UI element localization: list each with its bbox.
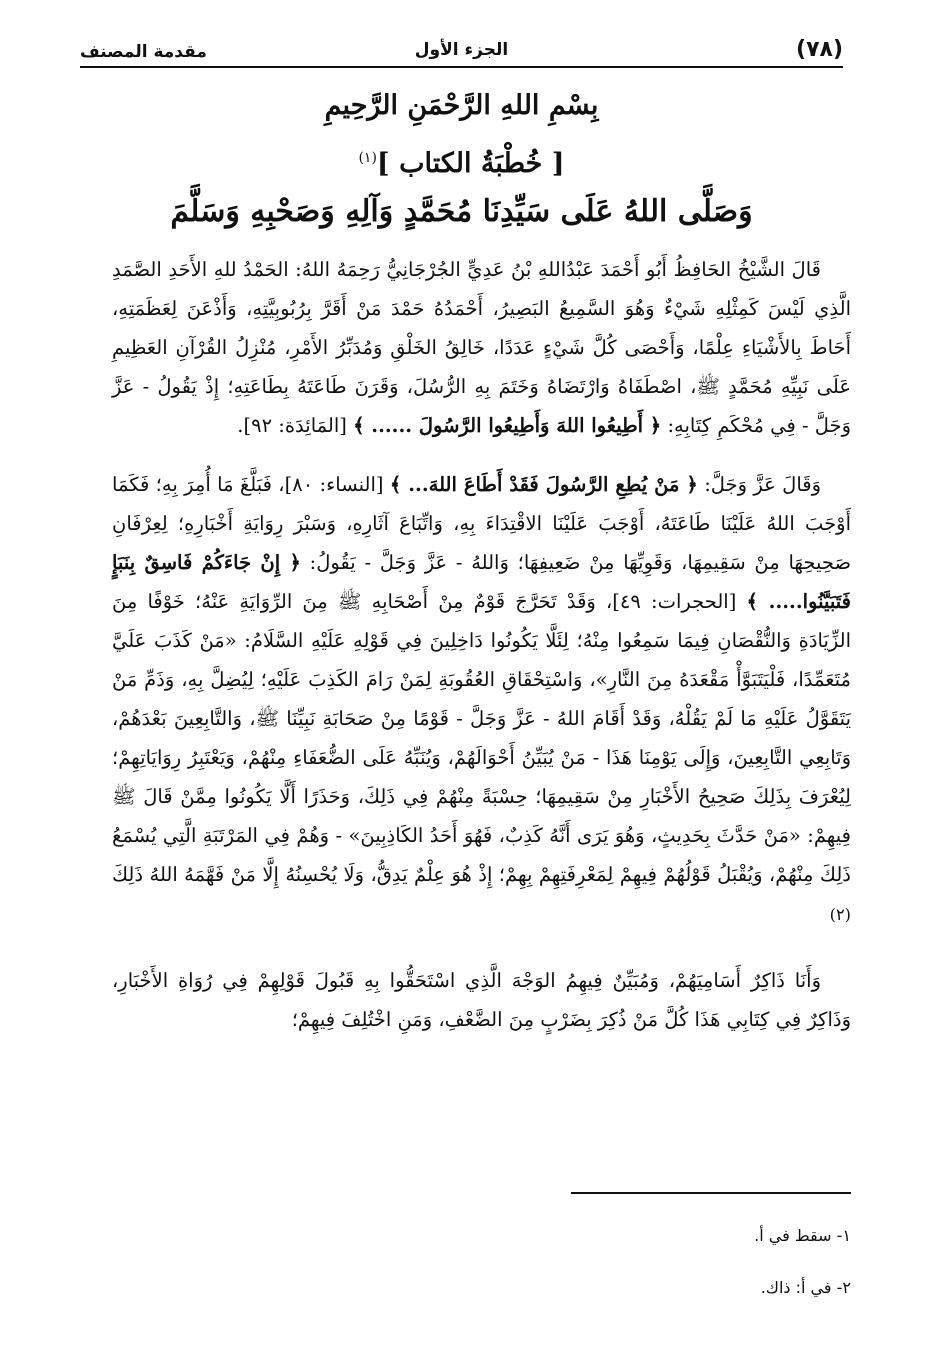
footnotes bbox=[112, 1210, 851, 1314]
paragraph bbox=[112, 465, 851, 941]
paragraph-text: [المَائِدَة: ٩٢]. bbox=[237, 414, 354, 437]
paragraph-text: وَقَالَ عَزَّ وَجَلَّ: bbox=[697, 473, 822, 496]
header-rule bbox=[80, 66, 843, 68]
paragraph-text: وَأَنَا ذَاكِرٌ أَسَامِيَهُمْ، وَمُبَيِّنٌ فِيهِمُ الوَجْهَ الَّذِي اسْتَحَقُّوا بِهِ قَبُولَ قَوْلِهِمْ فِي رُوَاةِ الأَخْبَارِ، وَذَاكِرٌ فِي كِتَابِي هَذَا كُلَّ مَنْ ذُكِرَ بِضَرْبٍ مِنَ الضَّعْفِ، وَمَنِ اخْتُلِفَ فِيهِمْ؛ bbox=[112, 968, 851, 1031]
volume-title: الجزء الأول bbox=[414, 40, 509, 60]
paragraph-text: قَالَ الشَّيْخُ الحَافِظُ أَبُو أَحْمَدَ عَبْدُاللهِ بْنُ عَدِيٍّ الجُرْجَانِيُّ رَحِمَهُ اللهُ: الحَمْدُ للهِ الأَحَدِ الصَّمَدِ الَّذِي لَيْسَ كَمِثْلِهِ شَيْءٌ وَهُوَ السَّمِيعُ البَصِيرُ، أَحْمَدُهُ حَمْدَ مَنْ أَقَرَّ بِرُبُوبِيَّتِهِ، وَأَذْعَنَ لِعَظَمَتِهِ، أَحَاطَ بِالأَشْيَاءِ عِلْمًا، وَأَحْصَى كُلَّ شَيْءٍ عَدَدًا، خَالِقُ الخَلْقِ وَمُدَبِّرُ الأَمْرِ، مُنْزِلُ القُرْآنِ العَظِيمِ عَلَى نَبِيِّهِ مُحَمَّدٍ ﷺ، اصْطَفَاهُ وَارْتَضَاهُ وَخَتَمَ بِهِ الرُّسُلَ، وَقَرَنَ طَاعَتَهُ بِطَاعَتِهِ؛ إِذْ يَقُولُ - عَزَّ وَجَلَّ - فِي مُحْكَمِ كِتَابِهِ: bbox=[112, 258, 851, 437]
quran-quote: ﴿ إِنْ جَاءَكُمْ فَاسِقٌ بِنَبَإٍ فَتَبَيَّنُوا..... ﴾ bbox=[112, 551, 851, 613]
page-number: (٧٨) bbox=[796, 37, 843, 62]
basmala: بِسْمِ اللهِ الرَّحْمَنِ الرَّحِيمِ bbox=[324, 90, 599, 121]
section-title: مقدمة المصنف bbox=[80, 42, 207, 62]
chapter-title bbox=[80, 138, 843, 184]
quran-quote: ﴿ مَنْ يُطِعِ الرَّسُولَ فَقَدْ أَطَاعَ اللهَ... ﴾ bbox=[389, 473, 698, 496]
paragraph-text: [الحجرات: ٤٩]، وَقَدْ تَحَرَّجَ قَوْمٌ مِنْ أَصْحَابِهِ ﷺ مِنَ الرِّوَايَةِ عَنْهُ؛ خَوْفًا مِنَ الزِّيَادَةِ وَالنُّقْصَانِ فِيمَا سَمِعُوا مِنْهُ؛ لِئَلَّا يَكُونُوا دَاخِلِينَ فِي قَوْلِهِ عَلَيْهِ السَّلَامُ: «مَنْ كَذَبَ عَلَيَّ مُتَعَمِّدًا، فَلْيَتَبَوَّأْ مَقْعَدَهُ مِنَ النَّارِ»، وَاسْتِحْقَاقِ العُقُوبَةِ لِمَنْ رَامَ الكَذِبَ عَلَيْهِ؛ لِيُضِلَّ بِهِ، وَذَمِّ مَنْ يَتَقَوَّلُ عَلَيْهِ مَا لَمْ يَقُلْهُ، وَقَدْ أَقَامَ اللهُ - عَزَّ وَجَلَّ - قَوْمًا مِنْ صَحَابَةِ نَبِيِّنَا ﷺ، وَالتَّابِعِينَ بَعْدَهُمْ، وَتَابِعِي التَّابِعِينَ، وَإِلَى يَوْمِنَا هَذَا - مَنْ يُبَيِّنُ أَحْوَالَهُمْ، وَيُنَبِّهُ عَلَى الضُّعَفَاءِ مِنْهُمْ، وَيَعْتَبِرُ رِوَايَاتِهِمْ؛ لِيُعْرَفَ بِذَلِكَ صَحِيحُ الأَخْبَارِ مِنْ سَقِيمِهَا؛ حِسْبَةً مِنْهُمْ فِي ذَلِكَ، وَحَذَرًا أَلَّا يَكُونُوا مِمَّنْ قَالَ ﷺ فِيهِمْ: «مَنْ حَدَّثَ بِحَدِيثٍ، وَهُوَ يَرَى أَنَّهُ كَذِبٌ، فَهُوَ أَحَدُ الكَاذِبِينَ» - وَهُمْ فِي المَرْتَبَةِ الَّتِي يُسْمَعُ ذَلِكَ مِنْهُمْ، وَيُقْبَلُ قَوْلُهُمْ فِيهِمْ لِمَعْرِفَتِهِمْ بِهِمْ؛ إِذْ هُوَ عِلْمٌ يَدِقُّ، وَلَا يُحْسِنُهُ إِلَّا مَنْ فَهَّمَهُ اللهُ ذَلِكَ bbox=[112, 590, 851, 886]
salawat-line: وَصَلَّى اللهُ عَلَى سَيِّدِنَا مُحَمَّدٍ وَآلِهِ وَصَحْبِهِ وَسَلَّمَ bbox=[170, 194, 753, 229]
paragraph bbox=[112, 250, 851, 445]
footnote-1: ١- سقط في أ. bbox=[754, 1226, 851, 1245]
main-text bbox=[112, 250, 851, 1059]
page-header bbox=[80, 30, 843, 62]
chapter-title-text: [ خُطْبَةُ الكتاب ] bbox=[376, 148, 565, 179]
footnote-2: ٢- في أ: ذاك. bbox=[760, 1278, 851, 1297]
title-footnote-ref: (١) bbox=[358, 150, 377, 166]
footnote-rule bbox=[571, 1192, 851, 1194]
quran-quote: ﴿ أَطِيعُوا اللهَ وَأَطِيعُوا الرَّسُولَ ...... ﴾ bbox=[353, 414, 662, 437]
footnote-ref: (٢) bbox=[829, 905, 851, 924]
paragraph bbox=[112, 961, 851, 1039]
paragraph-text: [النساء: ٨٠]، فَبَلَّغَ مَا أُمِرَ بِهِ؛ فَكَمَا أَوْجَبَ اللهُ عَلَيْنَا طَاعَتَهُ، أَوْجَبَ عَلَيْنَا الاقْتِدَاءَ بِهِ، وَاتِّبَاعَ آثَارِهِ، وَسَبْرَ رِوَايَةِ أَخْبَارِهِ؛ لِعِرْفَانِ صَحِيحِهَا مِنْ سَقِيمِهَا، وَقَوِيِّهَا مِنْ ضَعِيفِهَا؛ وَاللهُ - عَزَّ وَجَلَّ - يَقُولُ: bbox=[112, 473, 852, 574]
